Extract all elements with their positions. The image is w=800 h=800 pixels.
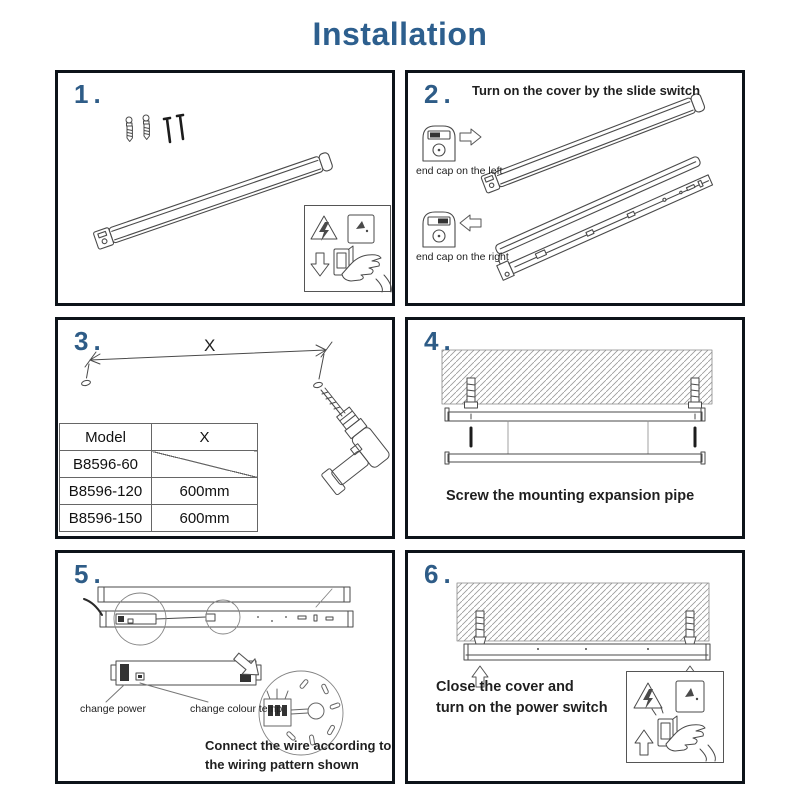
panel-2-number: 2. xyxy=(424,79,456,109)
power-on-warning-inset xyxy=(627,672,724,763)
model-cell: B8596-150 xyxy=(60,505,152,532)
arrow-right-icon xyxy=(460,129,481,145)
panels-grid xyxy=(55,70,745,784)
panel-5-number: 5. xyxy=(74,559,106,589)
panel-6-caption: Close the cover and turn on the power switch xyxy=(436,679,608,717)
dimension-x-label: X xyxy=(204,336,216,355)
model-dimension-table xyxy=(59,423,258,532)
end-cap-right-label: end cap on the right xyxy=(416,251,509,263)
table-header-model: Model xyxy=(60,424,152,451)
panel-6 xyxy=(405,550,745,784)
table-row xyxy=(60,505,258,532)
table-row xyxy=(60,478,258,505)
panel-4-caption: Screw the mounting expansion pipe xyxy=(446,488,695,504)
slide-switch-cover-illustration xyxy=(408,73,742,303)
model-cell: B8596-120 xyxy=(60,478,152,505)
x-cell-empty xyxy=(152,451,258,478)
change-power-label: change power xyxy=(80,703,146,715)
x-cell: 600mm xyxy=(152,505,258,532)
panel-3-number: 3. xyxy=(74,326,106,356)
panel-1-number: 1. xyxy=(74,79,106,109)
table-header-x: X xyxy=(152,424,258,451)
page-title: Installation xyxy=(312,16,488,52)
x-cell: 600mm xyxy=(152,478,258,505)
panel-6-number: 6. xyxy=(424,559,456,589)
model-cell: B8596-60 xyxy=(60,451,152,478)
arrow-left-icon xyxy=(460,215,481,231)
change-colour-temp-label: change colour temp xyxy=(190,703,283,715)
parts-and-tube-illustration xyxy=(58,73,392,303)
panel-1 xyxy=(55,70,395,306)
table-row xyxy=(60,451,258,478)
panel-3 xyxy=(55,317,395,539)
end-cap-left-label: end cap on the left xyxy=(416,165,503,177)
panel-4-number: 4. xyxy=(424,326,456,356)
panel-2 xyxy=(405,70,745,306)
power-off-warning-inset xyxy=(305,206,392,293)
panel-5 xyxy=(55,550,395,784)
panel-2-caption: Turn on the cover by the slide switch xyxy=(472,83,701,98)
panel-4 xyxy=(405,317,745,539)
end-cap-left-icon xyxy=(423,126,455,161)
panel-5-caption: Connect the wire according to the wiring pattern shown xyxy=(205,738,392,772)
close-cover-illustration xyxy=(408,553,742,781)
end-cap-right-icon xyxy=(423,212,455,247)
